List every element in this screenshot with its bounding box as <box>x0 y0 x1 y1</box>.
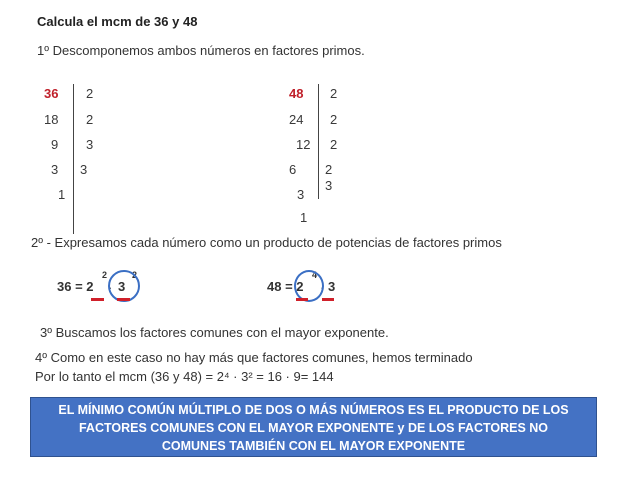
conclusion-text: Por lo tanto el mcm (36 y 48) = 2⁴ · 3² = 16 · 9= 144 <box>35 369 334 384</box>
rule-line-1: EL MÍNIMO COMÚN MÚLTIPLO DE DOS O MÁS NÚMEROS ES EL PRODUCTO DE LOS <box>58 403 569 417</box>
exponent: 2 <box>102 270 108 280</box>
dividend-48: 48 <box>289 86 304 101</box>
factor: 2 <box>330 112 338 127</box>
red-underline <box>322 298 334 301</box>
multiply-dot: · <box>320 280 325 295</box>
factor: 3 <box>86 137 94 152</box>
exponent: 4 <box>312 270 318 280</box>
dividend-36: 36 <box>44 86 59 101</box>
divider-line <box>73 84 74 234</box>
red-underline <box>91 298 104 301</box>
dividend-18: 18 <box>44 112 59 127</box>
dividend-6: 6 <box>289 162 297 177</box>
factor: 2 <box>330 86 338 101</box>
dividend-12: 12 <box>296 137 311 152</box>
step-3-text: 3º Buscamos los factores comunes con el mayor exponente. <box>40 325 389 340</box>
factor: 3 <box>80 162 88 177</box>
divider-line <box>318 84 319 199</box>
factor: 2 <box>86 86 94 101</box>
dividend-1: 1 <box>58 187 66 202</box>
multiply-dot: · <box>108 280 113 295</box>
expression-36-lhs: 36 = 2 <box>57 279 94 294</box>
expression-48-base3: 3 <box>328 279 336 294</box>
factor: 3 <box>325 178 333 193</box>
dividend-24: 24 <box>289 112 304 127</box>
exponent: 2 <box>132 270 138 280</box>
dividend-3: 3 <box>297 187 305 202</box>
red-underline <box>117 298 130 301</box>
step-1-text: 1º Descomponemos ambos números en factores primos. <box>37 43 365 58</box>
dividend-3: 3 <box>51 162 59 177</box>
expression-48-lhs: 48 = 2 <box>267 279 304 294</box>
step-4-text: 4º Como en este caso no hay más que factores comunes, hemos terminado <box>35 350 473 365</box>
rule-box <box>30 397 597 457</box>
red-underline <box>296 298 308 301</box>
rule-line-3: COMUNES TAMBIÉN CON EL MAYOR EXPONENTE <box>161 439 466 453</box>
dividend-9: 9 <box>51 137 59 152</box>
factor: 2 <box>330 137 338 152</box>
factor: 2 <box>86 112 94 127</box>
page-title: Calcula el mcm de 36 y 48 <box>37 14 198 29</box>
dividend-1: 1 <box>300 210 308 225</box>
rule-line-2: FACTORES COMUNES CON EL MAYOR EXPONENTE y DE LOS FACTORES NO <box>78 421 549 435</box>
factor: 2 <box>325 162 333 177</box>
expression-36-base3: 3 <box>118 279 126 294</box>
step-2-text: 2º - Expresamos cada número como un producto de potencias de factores primos <box>31 235 502 250</box>
